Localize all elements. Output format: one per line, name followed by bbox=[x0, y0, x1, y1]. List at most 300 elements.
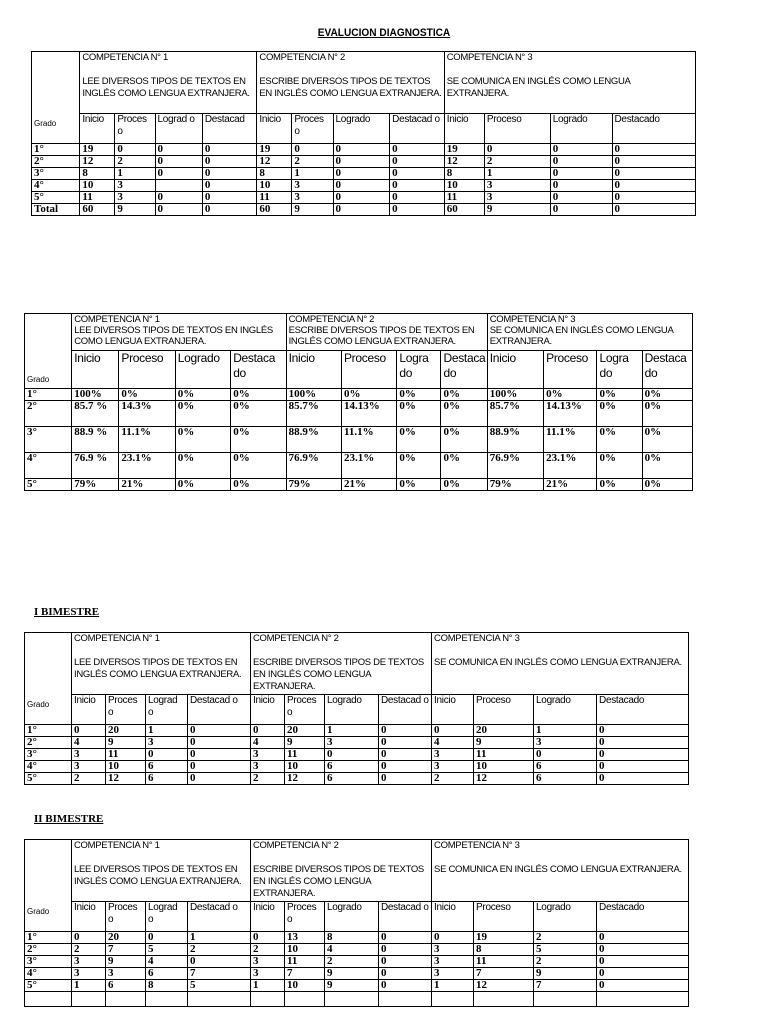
data-cell: 8 bbox=[146, 980, 188, 992]
data-cell: 23.1% bbox=[341, 453, 396, 479]
data-cell: 0 bbox=[379, 980, 432, 992]
table-row bbox=[25, 453, 693, 479]
data-cell: 9 bbox=[115, 204, 155, 216]
column-header: Proceso bbox=[544, 351, 597, 389]
column-header: Destacado bbox=[597, 695, 689, 725]
table-row bbox=[25, 992, 689, 1007]
data-cell: 76.9% bbox=[286, 453, 341, 479]
data-cell: 0 bbox=[251, 932, 285, 944]
data-cell: 0 bbox=[379, 725, 432, 737]
data-cell: 0 bbox=[550, 156, 612, 168]
data-cell: 0% bbox=[597, 479, 642, 491]
table-row bbox=[25, 956, 689, 968]
data-cell: 0 bbox=[333, 144, 390, 156]
data-cell: 11 bbox=[474, 749, 534, 761]
competencia-1-header: COMPETENCIA N° 1 LEE DIVERSOS TIPOS DE TEXTOS EN INGLÉS COMO LENGUA EXTRANJERA. bbox=[72, 633, 251, 695]
data-cell: 9 bbox=[325, 980, 379, 992]
data-cell: 0 bbox=[432, 725, 474, 737]
data-cell: 4 bbox=[72, 737, 106, 749]
column-header: Lograd o bbox=[146, 902, 188, 932]
data-cell: 0% bbox=[231, 427, 286, 453]
table-row bbox=[32, 144, 696, 156]
table-row bbox=[32, 180, 696, 192]
data-cell: 0 bbox=[333, 168, 390, 180]
data-cell: 85.7% bbox=[487, 401, 543, 427]
data-cell: 3 bbox=[484, 192, 550, 204]
data-cell: 6 bbox=[146, 968, 188, 980]
data-cell: 11.1% bbox=[341, 427, 396, 453]
data-cell: 7 bbox=[106, 944, 146, 956]
section-i-bimestre: I BIMESTRE bbox=[34, 606, 100, 618]
data-cell: 0 bbox=[72, 932, 106, 944]
competencia-2-header: COMPETENCIA N° 2 ESCRIBE DIVERSOS TIPOS DE TEXTOS EN INGLÉS COMO LENGUA EXTRANJERA. bbox=[251, 840, 432, 902]
page-title: EVALUCION DIAGNOSTICA bbox=[317, 27, 451, 39]
data-cell bbox=[106, 992, 146, 1007]
data-cell: 0 bbox=[390, 144, 445, 156]
table-row bbox=[25, 479, 693, 491]
column-header: Inicio bbox=[251, 902, 285, 932]
column-header: Logrado bbox=[534, 695, 597, 725]
data-cell: 0 bbox=[612, 144, 695, 156]
data-cell: 23.1% bbox=[119, 453, 175, 479]
data-cell: 12 bbox=[474, 773, 534, 785]
column-header: Destacad o bbox=[188, 902, 251, 932]
data-cell: 9 bbox=[325, 968, 379, 980]
data-cell: 100% bbox=[286, 389, 341, 401]
table-row bbox=[25, 737, 689, 749]
data-cell: 5 bbox=[188, 980, 251, 992]
data-cell bbox=[474, 992, 534, 1007]
data-cell: 0 bbox=[379, 773, 432, 785]
data-cell: 0 bbox=[612, 204, 695, 216]
table-row bbox=[25, 725, 689, 737]
table-row bbox=[32, 204, 696, 216]
column-header: Inicio bbox=[72, 695, 106, 725]
data-cell: 3 bbox=[534, 737, 597, 749]
data-cell: 1 bbox=[534, 725, 597, 737]
column-header: Inicio bbox=[257, 114, 292, 144]
column-header: Logrado bbox=[325, 902, 379, 932]
grado-cell: 5° bbox=[25, 980, 72, 992]
column-header: Destacado bbox=[612, 114, 695, 144]
grado-cell: 1° bbox=[32, 144, 80, 156]
column-header: Inicio bbox=[444, 114, 484, 144]
data-cell: 0 bbox=[202, 192, 257, 204]
data-cell: 76.9% bbox=[487, 453, 543, 479]
data-cell: 0 bbox=[155, 144, 202, 156]
grado-cell: 3° bbox=[25, 956, 72, 968]
data-cell: 2 bbox=[188, 944, 251, 956]
data-cell: 0 bbox=[612, 192, 695, 204]
data-cell: 8 bbox=[80, 168, 115, 180]
column-header: Destaca do bbox=[441, 351, 487, 389]
data-cell: 6 bbox=[325, 761, 379, 773]
data-cell: 0% bbox=[231, 479, 286, 491]
data-cell: 0 bbox=[292, 144, 333, 156]
table-diagnostico-porcentajes bbox=[24, 313, 693, 491]
data-cell: 0 bbox=[432, 932, 474, 944]
data-cell: 6 bbox=[146, 761, 188, 773]
data-cell: 2 bbox=[72, 944, 106, 956]
column-header: Logrado bbox=[333, 114, 390, 144]
data-cell: 3 bbox=[251, 761, 285, 773]
data-cell: 3 bbox=[72, 749, 106, 761]
data-cell: 0% bbox=[441, 427, 487, 453]
data-cell: 21% bbox=[119, 479, 175, 491]
competencia-2-header: COMPETENCIA N° 2 ESCRIBE DIVERSOS TIPOS DE TEXTOS EN INGLÉS COMO LENGUA EXTRANJERA. bbox=[251, 633, 432, 695]
data-cell: 0% bbox=[441, 453, 487, 479]
data-cell: 7 bbox=[534, 980, 597, 992]
column-header: Inicio bbox=[432, 902, 474, 932]
data-cell: 0 bbox=[379, 737, 432, 749]
grado-cell: 4° bbox=[25, 968, 72, 980]
data-cell: 0% bbox=[175, 453, 230, 479]
data-cell: 0 bbox=[379, 932, 432, 944]
data-cell: 0% bbox=[397, 479, 441, 491]
data-cell: 3 bbox=[146, 737, 188, 749]
data-cell: 19 bbox=[444, 144, 484, 156]
column-header: Lograd o bbox=[155, 114, 202, 144]
data-cell: 0% bbox=[642, 479, 692, 491]
data-cell: 8 bbox=[474, 944, 534, 956]
table-diagnostico-cantidades bbox=[31, 51, 696, 216]
data-cell: 2 bbox=[251, 944, 285, 956]
data-cell: 4 bbox=[325, 944, 379, 956]
table-row bbox=[25, 773, 689, 785]
data-cell: 85.7% bbox=[286, 401, 341, 427]
column-header: Proceso bbox=[474, 902, 534, 932]
grado-header: Grado bbox=[25, 314, 72, 389]
grado-header: Grado bbox=[25, 633, 72, 725]
column-header: Proces o bbox=[285, 695, 325, 725]
data-cell: 0 bbox=[202, 180, 257, 192]
table-row bbox=[25, 427, 693, 453]
data-cell: 0 bbox=[72, 725, 106, 737]
data-cell: 2 bbox=[251, 773, 285, 785]
data-cell: 79% bbox=[286, 479, 341, 491]
data-cell: 0% bbox=[642, 453, 692, 479]
data-cell: 2 bbox=[325, 956, 379, 968]
data-cell: 0 bbox=[597, 737, 689, 749]
column-header: Inicio bbox=[286, 351, 341, 389]
data-cell: 2 bbox=[534, 956, 597, 968]
data-cell: 100% bbox=[72, 389, 119, 401]
data-cell: 11 bbox=[474, 956, 534, 968]
data-cell bbox=[188, 992, 251, 1007]
grado-cell: Total bbox=[32, 204, 80, 216]
data-cell: 0% bbox=[597, 401, 642, 427]
table-row bbox=[25, 968, 689, 980]
data-cell: 3 bbox=[115, 180, 155, 192]
data-cell: 3 bbox=[251, 749, 285, 761]
data-cell: 10 bbox=[106, 761, 146, 773]
data-cell: 0 bbox=[390, 168, 445, 180]
data-cell: 3 bbox=[72, 968, 106, 980]
sub-header-row bbox=[25, 695, 689, 725]
data-cell: 4 bbox=[432, 737, 474, 749]
data-cell bbox=[285, 992, 325, 1007]
data-cell: 3 bbox=[432, 749, 474, 761]
data-cell: 0 bbox=[155, 192, 202, 204]
data-cell: 88.9% bbox=[286, 427, 341, 453]
data-cell: 0 bbox=[550, 180, 612, 192]
data-cell: 0% bbox=[441, 479, 487, 491]
data-cell: 0 bbox=[333, 156, 390, 168]
data-cell: 0% bbox=[642, 401, 692, 427]
data-cell: 19 bbox=[80, 144, 115, 156]
data-cell: 0 bbox=[202, 156, 257, 168]
competencia-3-header: COMPETENCIA N° 3 SE COMUNICA EN INGLÉS COMO LENGUA EXTRANJERA. bbox=[444, 52, 695, 114]
data-cell: 20 bbox=[474, 725, 534, 737]
competencia-3-header: COMPETENCIA N° 3 SE COMUNICA EN INGLÉS COMO LENGUA EXTRANJERA. bbox=[487, 314, 692, 351]
column-header: Destacad o bbox=[390, 114, 445, 144]
data-cell: 0% bbox=[597, 389, 642, 401]
column-header: Proces o bbox=[285, 902, 325, 932]
grado-cell: 1° bbox=[25, 725, 72, 737]
data-cell: 3 bbox=[432, 956, 474, 968]
data-cell: 3 bbox=[106, 968, 146, 980]
data-cell: 7 bbox=[188, 968, 251, 980]
competencia-1-header: COMPETENCIA N° 1 LEE DIVERSOS TIPOS DE TEXTOS EN INGLÉS COMO LENGUA EXTRANJERA. bbox=[72, 840, 251, 902]
data-cell: 3 bbox=[292, 180, 333, 192]
data-cell: 0% bbox=[597, 427, 642, 453]
column-header: Lograd o bbox=[146, 695, 188, 725]
data-cell: 0 bbox=[188, 761, 251, 773]
data-cell: 8 bbox=[325, 932, 379, 944]
data-cell: 3 bbox=[432, 944, 474, 956]
data-cell: 1 bbox=[188, 932, 251, 944]
table-row bbox=[32, 192, 696, 204]
data-cell: 3 bbox=[115, 192, 155, 204]
data-cell: 0% bbox=[597, 453, 642, 479]
data-cell: 0 bbox=[597, 749, 689, 761]
data-cell: 0% bbox=[175, 479, 230, 491]
data-cell: 0% bbox=[175, 401, 230, 427]
data-cell: 3 bbox=[251, 968, 285, 980]
column-header: Proces o bbox=[106, 695, 146, 725]
data-cell: 0% bbox=[341, 389, 396, 401]
data-cell: 0 bbox=[612, 168, 695, 180]
data-cell: 11 bbox=[285, 956, 325, 968]
sub-header-row bbox=[25, 351, 693, 389]
data-cell: 10 bbox=[474, 761, 534, 773]
table-row bbox=[25, 401, 693, 427]
data-cell: 0 bbox=[379, 749, 432, 761]
data-cell: 0% bbox=[397, 453, 441, 479]
data-cell: 8 bbox=[444, 168, 484, 180]
data-cell: 0 bbox=[155, 168, 202, 180]
data-cell: 12 bbox=[444, 156, 484, 168]
column-header: Logrado bbox=[325, 695, 379, 725]
grado-header: Grado bbox=[25, 840, 72, 932]
table-row bbox=[25, 932, 689, 944]
data-cell bbox=[379, 992, 432, 1007]
competencia-1-header: COMPETENCIA N° 1 LEE DIVERSOS TIPOS DE TEXTOS EN INGLÉS COMO LENGUA EXTRANJERA. bbox=[72, 314, 286, 351]
data-cell: 0% bbox=[544, 389, 597, 401]
grado-header: Grado bbox=[32, 52, 80, 144]
data-cell: 0 bbox=[550, 204, 612, 216]
data-cell: 12 bbox=[106, 773, 146, 785]
data-cell: 0% bbox=[441, 401, 487, 427]
data-cell bbox=[534, 992, 597, 1007]
table-i-bimestre bbox=[24, 632, 689, 785]
column-header: Inicio bbox=[72, 351, 119, 389]
competencia-1-header: COMPETENCIA N° 1 LEE DIVERSOS TIPOS DE TEXTOS EN INGLÉS COMO LENGUA EXTRANJERA. bbox=[80, 52, 257, 114]
data-cell: 0 bbox=[550, 144, 612, 156]
data-cell: 14.13% bbox=[341, 401, 396, 427]
data-cell: 0 bbox=[597, 761, 689, 773]
data-cell: 0 bbox=[188, 749, 251, 761]
data-cell: 0% bbox=[397, 389, 441, 401]
data-cell: 2 bbox=[484, 156, 550, 168]
data-cell: 3 bbox=[432, 761, 474, 773]
data-cell: 11.1% bbox=[119, 427, 175, 453]
data-cell bbox=[325, 992, 379, 1007]
data-cell: 0% bbox=[397, 427, 441, 453]
data-cell: 7 bbox=[474, 968, 534, 980]
data-cell: 0% bbox=[642, 389, 692, 401]
data-cell: 0 bbox=[333, 192, 390, 204]
data-cell: 9 bbox=[534, 968, 597, 980]
data-cell: 11 bbox=[285, 749, 325, 761]
data-cell: 0 bbox=[534, 749, 597, 761]
data-cell: 1 bbox=[292, 168, 333, 180]
data-cell: 0 bbox=[390, 204, 445, 216]
column-header: Proceso bbox=[341, 351, 396, 389]
grado-cell: 3° bbox=[32, 168, 80, 180]
data-cell: 0 bbox=[390, 180, 445, 192]
data-cell: 7 bbox=[285, 968, 325, 980]
data-cell bbox=[251, 992, 285, 1007]
data-cell: 0 bbox=[597, 944, 689, 956]
data-cell: 6 bbox=[534, 761, 597, 773]
data-cell: 0 bbox=[188, 773, 251, 785]
column-header: Proceso bbox=[119, 351, 175, 389]
grado-cell: 2° bbox=[32, 156, 80, 168]
data-cell: 0 bbox=[612, 156, 695, 168]
data-cell: 88.9% bbox=[487, 427, 543, 453]
table-ii-bimestre bbox=[24, 839, 689, 1007]
data-cell: 0% bbox=[441, 389, 487, 401]
data-cell: 11.1% bbox=[544, 427, 597, 453]
data-cell: 1 bbox=[146, 725, 188, 737]
data-cell: 1 bbox=[115, 168, 155, 180]
column-header: Destacad o bbox=[379, 695, 432, 725]
column-header: Destacado bbox=[597, 902, 689, 932]
data-cell: 0 bbox=[484, 144, 550, 156]
data-cell: 10 bbox=[285, 761, 325, 773]
data-cell: 14.13% bbox=[544, 401, 597, 427]
data-cell: 0 bbox=[146, 932, 188, 944]
grado-cell: 2° bbox=[25, 401, 72, 427]
data-cell: 0% bbox=[175, 389, 230, 401]
data-cell: 2 bbox=[432, 773, 474, 785]
data-cell: 76.9 % bbox=[72, 453, 119, 479]
data-cell: 1 bbox=[432, 980, 474, 992]
data-cell bbox=[72, 992, 106, 1007]
data-cell: 0 bbox=[155, 156, 202, 168]
data-cell: 0 bbox=[550, 168, 612, 180]
data-cell: 0 bbox=[597, 773, 689, 785]
data-cell: 60 bbox=[80, 204, 115, 216]
data-cell: 6 bbox=[106, 980, 146, 992]
data-cell: 0% bbox=[231, 389, 286, 401]
data-cell: 3 bbox=[251, 956, 285, 968]
data-cell: 0 bbox=[597, 980, 689, 992]
data-cell: 13 bbox=[285, 932, 325, 944]
data-cell: 0 bbox=[115, 144, 155, 156]
grado-cell: 5° bbox=[32, 192, 80, 204]
data-cell: 0 bbox=[390, 156, 445, 168]
data-cell: 20 bbox=[285, 725, 325, 737]
data-cell: 0 bbox=[251, 725, 285, 737]
data-cell: 0 bbox=[597, 956, 689, 968]
data-cell: 9 bbox=[285, 737, 325, 749]
data-cell: 0 bbox=[597, 932, 689, 944]
data-cell: 0 bbox=[155, 204, 202, 216]
grado-cell: 4° bbox=[25, 761, 72, 773]
data-cell: 21% bbox=[544, 479, 597, 491]
data-cell: 23.1% bbox=[544, 453, 597, 479]
data-cell: 6 bbox=[534, 773, 597, 785]
data-cell: 20 bbox=[106, 932, 146, 944]
data-cell: 11 bbox=[80, 192, 115, 204]
data-cell: 14.3% bbox=[119, 401, 175, 427]
competencia-2-header: COMPETENCIA N° 2 ESCRIBE DIVERSOS TIPOS DE TEXTOS EN INGLÉS COMO LENGUA EXTRANJERA. bbox=[257, 52, 444, 114]
grado-cell: 3° bbox=[25, 749, 72, 761]
data-cell: 0 bbox=[188, 725, 251, 737]
data-cell: 10 bbox=[285, 980, 325, 992]
competencia-3-header: COMPETENCIA N° 3 SE COMUNICA EN INGLÉS COMO LENGUA EXTRANJERA. bbox=[432, 633, 689, 695]
column-header: Proces o bbox=[106, 902, 146, 932]
data-cell: 0 bbox=[550, 192, 612, 204]
data-cell: 0 bbox=[379, 761, 432, 773]
competencia-2-header: COMPETENCIA N° 2 ESCRIBE DIVERSOS TIPOS DE TEXTOS EN INGLÉS COMO LENGUA EXTRANJERA. bbox=[286, 314, 487, 351]
data-cell: 79% bbox=[72, 479, 119, 491]
sub-header-row bbox=[32, 114, 696, 144]
data-cell: 12 bbox=[257, 156, 292, 168]
data-cell: 12 bbox=[80, 156, 115, 168]
data-cell: 12 bbox=[285, 773, 325, 785]
section-ii-bimestre: II BIMESTRE bbox=[34, 813, 104, 825]
grado-cell: 4° bbox=[32, 180, 80, 192]
data-cell: 0 bbox=[202, 168, 257, 180]
data-cell: 11 bbox=[444, 192, 484, 204]
data-cell: 60 bbox=[444, 204, 484, 216]
data-cell bbox=[432, 992, 474, 1007]
sub-header-row bbox=[25, 902, 689, 932]
column-header: Logrado bbox=[175, 351, 230, 389]
grado-cell: 2° bbox=[25, 944, 72, 956]
table-row bbox=[25, 980, 689, 992]
column-header: Inicio bbox=[80, 114, 115, 144]
column-header: Proces o bbox=[292, 114, 333, 144]
data-cell: 0 bbox=[188, 956, 251, 968]
data-cell: 0% bbox=[231, 453, 286, 479]
data-cell: 21% bbox=[341, 479, 396, 491]
data-cell: 0 bbox=[597, 725, 689, 737]
data-cell: 60 bbox=[257, 204, 292, 216]
competencia-3-header: COMPETENCIA N° 3 SE COMUNICA EN INGLÉS COMO LENGUA EXTRANJERA. bbox=[432, 840, 689, 902]
data-cell: 10 bbox=[80, 180, 115, 192]
data-cell: 3 bbox=[432, 968, 474, 980]
data-cell: 2 bbox=[72, 773, 106, 785]
data-cell: 0 bbox=[390, 192, 445, 204]
column-header: Logrado bbox=[550, 114, 612, 144]
data-cell: 19 bbox=[474, 932, 534, 944]
data-cell: 6 bbox=[325, 773, 379, 785]
table-row bbox=[25, 749, 689, 761]
